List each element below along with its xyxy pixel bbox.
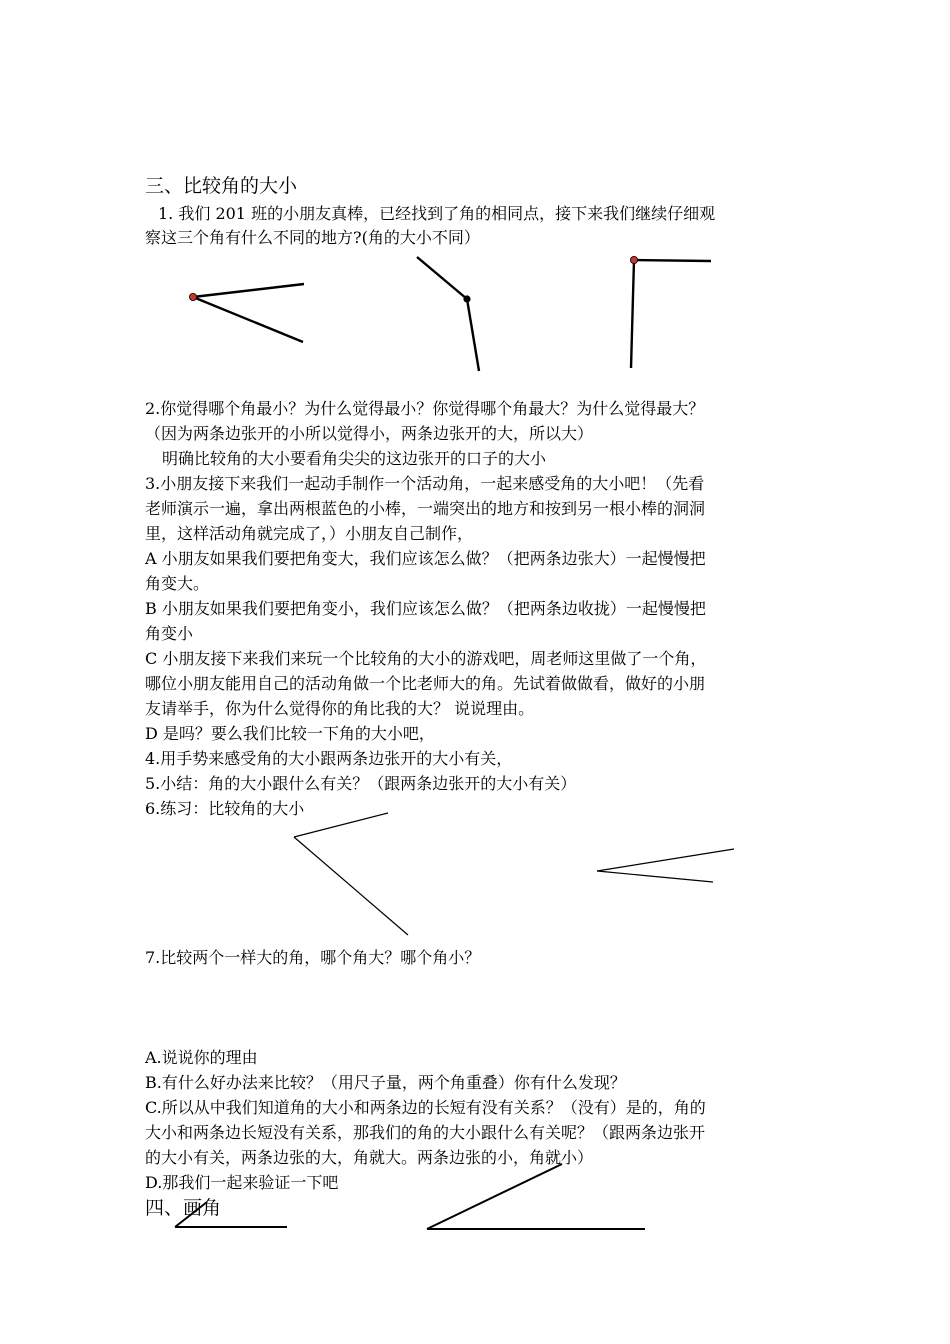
paragraph-line: 角变小 [145,624,194,643]
section-4-title: 四、画角 [145,1197,222,1219]
paragraph-line: D 是吗？要么我们比较一下角的大小吧， [145,724,435,743]
paragraph-line: 察这三个角有什么不同的地方?(角的大小不同） [145,228,480,247]
question-7: 7.比较两个一样大的角，哪个角大？哪个角小？ [145,948,481,967]
section-3-title: 三、比较角的大小 [145,175,298,197]
paragraph-line: 老师演示一遍，拿出两根蓝色的小棒，一端突出的地方和按到另一根小棒的洞洞 [145,499,706,518]
paragraph-line: 6.练习：比较角的大小 [145,799,305,818]
paragraph-line: 5.小结：角的大小跟什么有关？（跟两条边张开的大小有关） [145,774,577,793]
paragraph-line: 2.你觉得哪个角最小？为什么觉得最小？你觉得哪个角最大？为什么觉得最大？ [145,399,705,418]
paragraph-line: 4.用手势来感受角的大小跟两条边张开的大小有关， [145,749,513,768]
paragraph-line: A 小朋友如果我们要把角变大，我们应该怎么做？（把两条边张大）一起慢慢把 [145,549,706,568]
paragraph-line: 明确比较角的大小要看角尖尖的这边张开的口子的大小 [162,449,547,468]
paragraph-line: 的大小有关，两条边张的大，角就大。两条边张的小，角就小） [145,1148,594,1167]
paragraph-line: 友请举手，你为什么觉得你的角比我的大？ 说说理由。 [145,699,535,718]
paragraph-line: （因为两条边张开的小所以觉得小，两条边张开的大，所以大） [145,424,594,443]
paragraph-line: C.所以从中我们知道角的大小和两条边的长短有没有关系？（没有）是的，角的 [145,1098,706,1117]
paragraph-line: B.有什么好办法来比较？（用尺子量，两个角重叠）你有什么发现？ [145,1073,626,1092]
paragraph-line: C 小朋友接下来我们来玩一个比较角的大小的游戏吧，周老师这里做了一个角， [145,649,707,668]
paragraph-line: 大小和两条边长短没有关系，那我们的角的大小跟什么有关呢？（跟两条边张开 [145,1123,706,1142]
draw-angle-left [175,1202,287,1227]
paragraph-line: A.说说你的理由 [145,1048,258,1067]
paragraph-line: B 小朋友如果我们要把角变小，我们应该怎么做？（把两条边收拢）一起慢慢把 [145,599,706,618]
paragraph-line: 3.小朋友接下来我们一起动手制作一个活动角，一起来感受角的大小吧！（先看 [145,474,705,493]
paragraph-line: 角变大。 [145,574,210,593]
paragraph-line: 里，这样活动角就完成了，）小朋友自己制作， [145,524,474,543]
paragraph-line: 1. 我们 201 班的小朋友真棒，已经找到了角的相同点，接下来我们继续仔细观 [158,204,716,223]
paragraph-line: 哪位小朋友能用自己的活动角做一个比老师大的角。先试着做做看，做好的小朋 [145,674,706,693]
draw-angle-right [427,1164,645,1229]
paragraph-line: D.那我们一起来验证一下吧 [145,1173,339,1192]
